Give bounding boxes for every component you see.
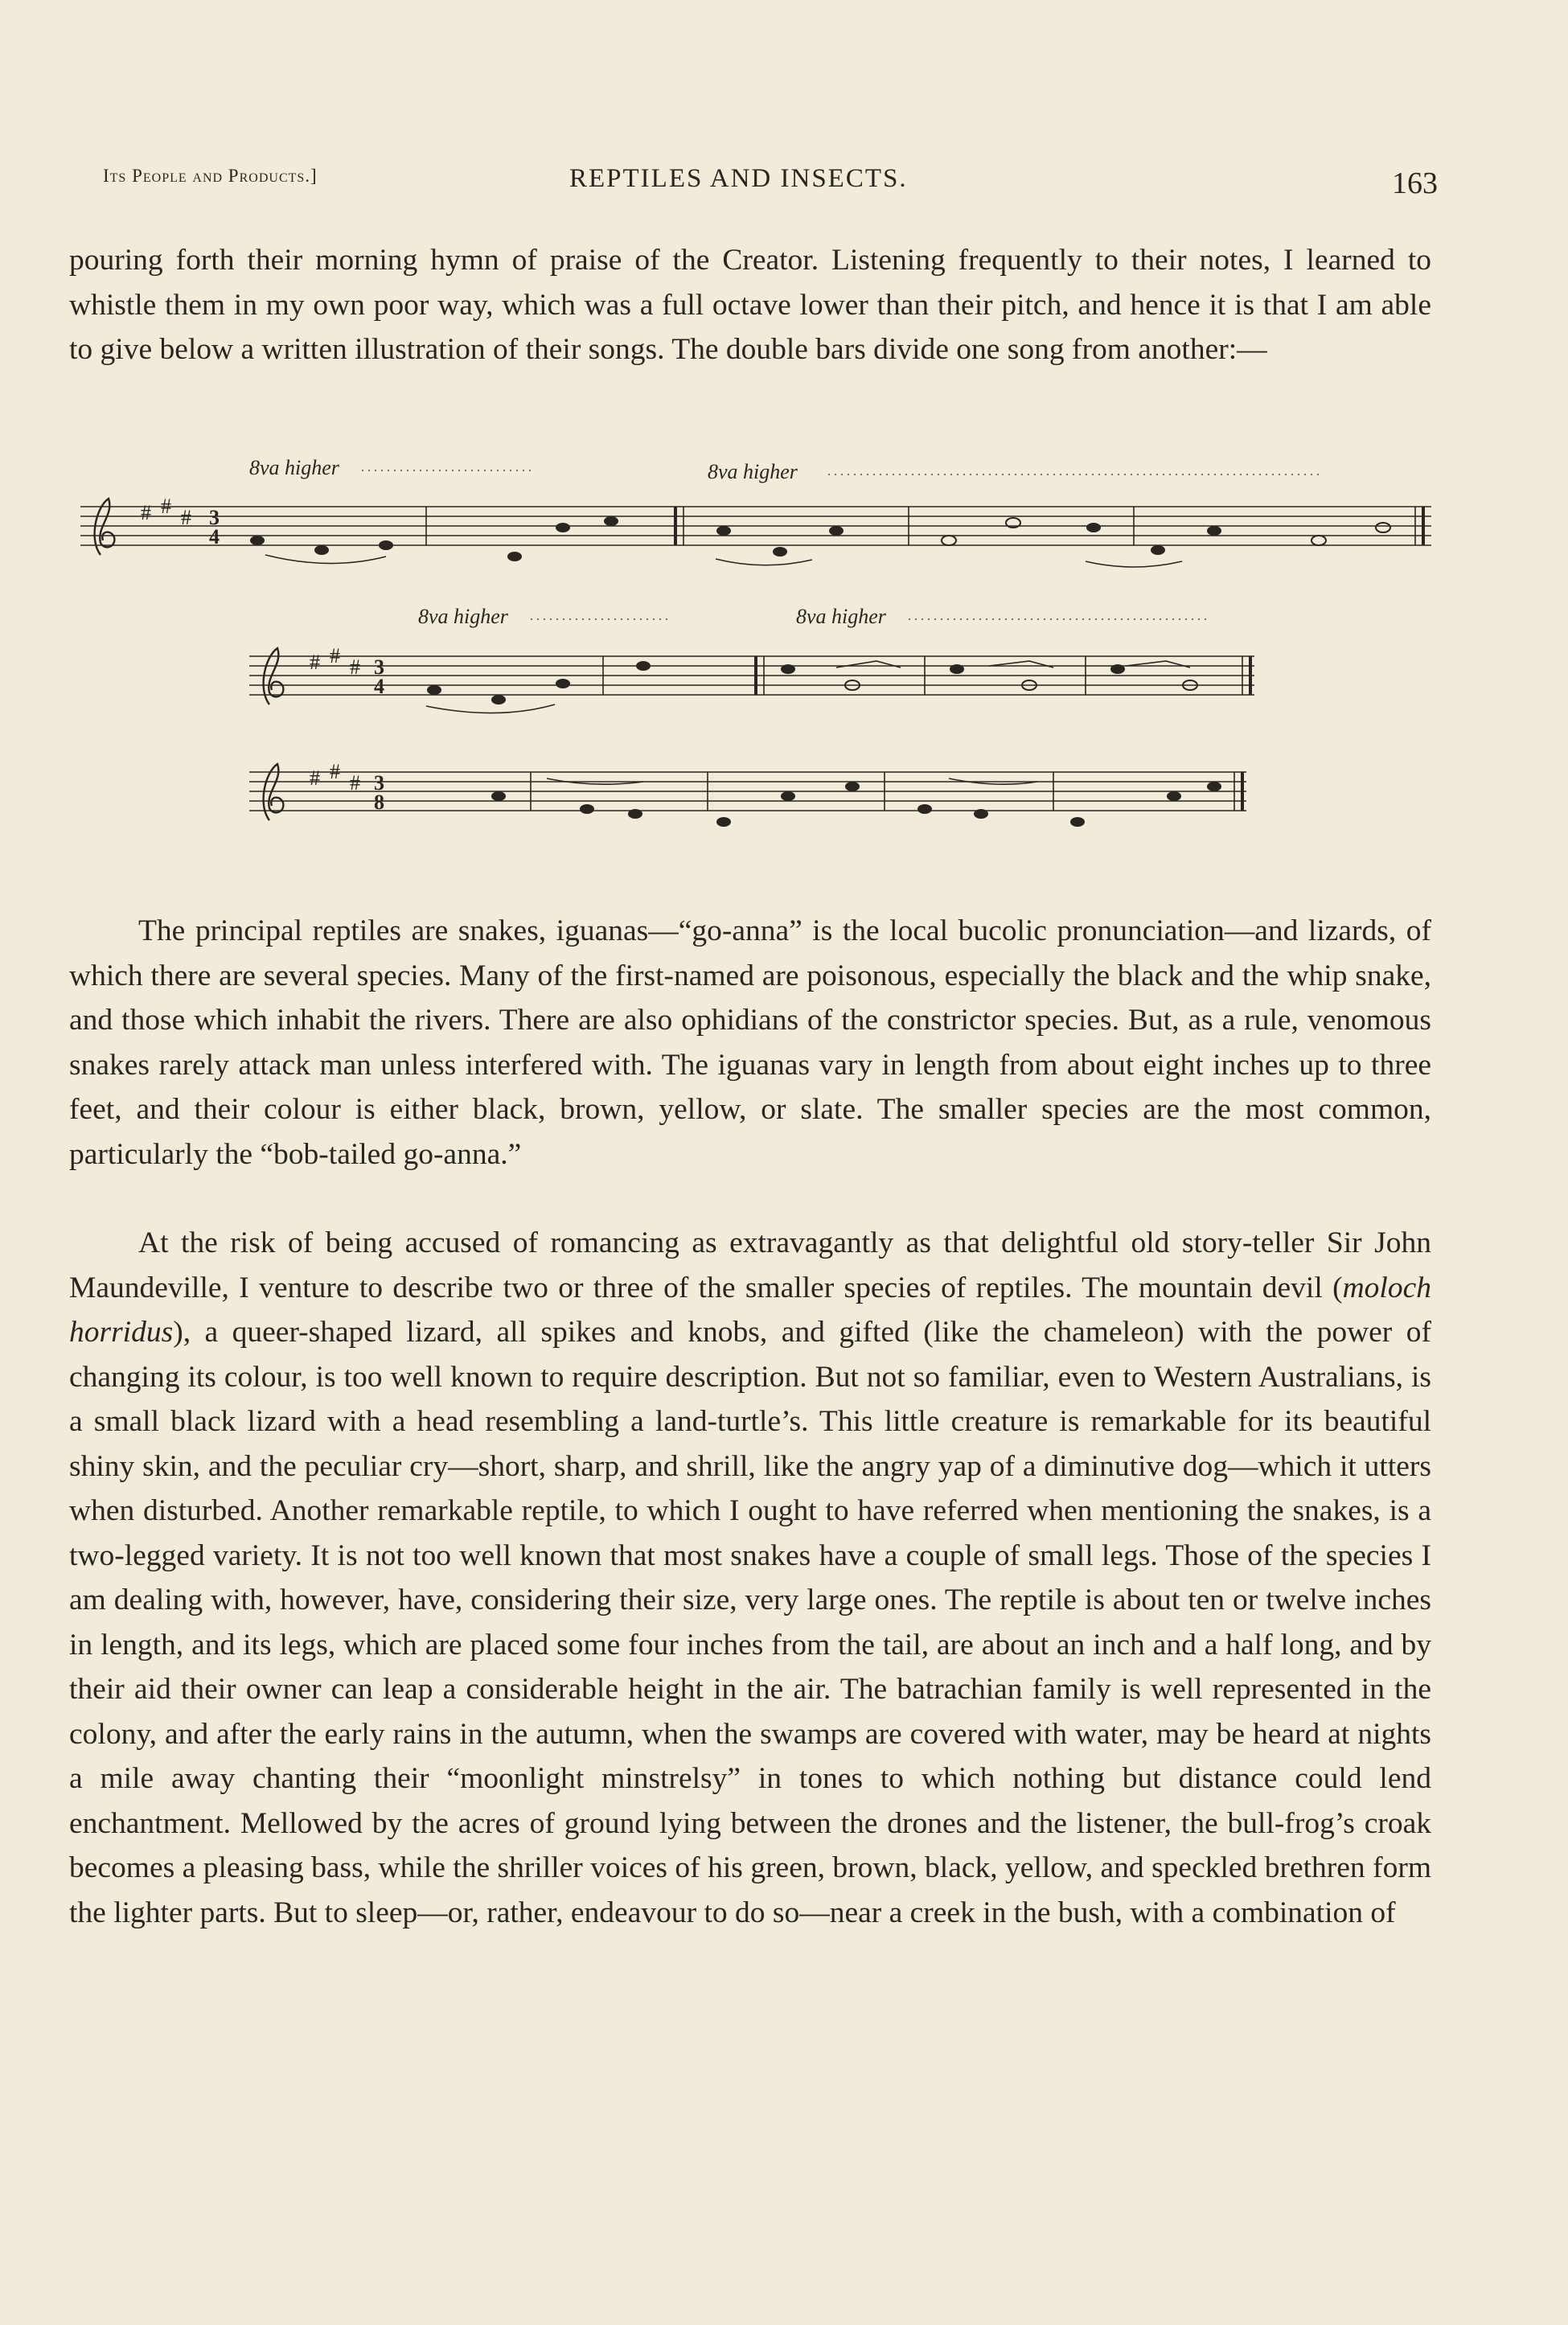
svg-text:#: # bbox=[310, 766, 320, 790]
svg-text:#: # bbox=[330, 760, 340, 783]
paragraph-lizards-part-1: At the risk of being accused of romancing as extravagantly as that delightful old story-teller Sir John Maundeville, I venture to describe two or three of the smaller species of reptiles. The mountain devil ( bbox=[69, 1226, 1431, 1304]
page-number: 163 bbox=[1392, 166, 1438, 200]
time-sig-1-bottom: 4 bbox=[209, 525, 220, 548]
svg-text:#: # bbox=[181, 506, 191, 529]
svg-text:#: # bbox=[141, 501, 151, 524]
svg-text:#: # bbox=[350, 771, 360, 795]
time-sig-2-top: 3 bbox=[374, 655, 384, 679]
svg-text:#: # bbox=[161, 495, 171, 518]
running-head-left: Its People and Products.] bbox=[103, 166, 318, 186]
octave-mark-4: 8va higher bbox=[796, 605, 886, 628]
time-sig-1-top: 3 bbox=[209, 506, 220, 529]
time-sig-3-top: 3 bbox=[374, 771, 384, 795]
staff-3 bbox=[249, 772, 1246, 811]
paragraph-reptiles: The principal reptiles are snakes, iguanas—“go-anna” is the local bucolic pronunciation—and lizards, of which there are several species. Many of the first-named are poisonous, especially the black and the whip snake, and those which inhabit the rivers. There are also ophidians of the constrictor species. But, as a rule, venomous snakes rarely attack man unless interfered with. The iguanas vary in length from about eight inches up to three feet, and their colour is either black, brown, yellow, or slate. The smaller species are the most common, particularly the “bob-tailed go-anna.” bbox=[69, 914, 1431, 1171]
music-staves bbox=[64, 450, 1439, 885]
svg-text:#: # bbox=[350, 655, 360, 679]
staff-2 bbox=[249, 656, 1254, 695]
bird-song-notation bbox=[64, 450, 1439, 885]
staff-1 bbox=[80, 507, 1431, 545]
svg-text:#: # bbox=[330, 644, 340, 668]
species-name-italic: moloch horridus bbox=[69, 1271, 1431, 1349]
time-sig-2-bottom: 4 bbox=[374, 675, 384, 698]
octave-mark-3: 8va higher bbox=[418, 605, 508, 628]
paragraph-lizards bbox=[69, 1221, 1431, 1935]
time-sig-3-bottom: 8 bbox=[374, 791, 384, 814]
svg-text:#: # bbox=[310, 651, 320, 674]
running-head-title: REPTILES AND INSECTS. bbox=[569, 164, 908, 193]
octave-mark-2: 8va higher bbox=[708, 460, 798, 483]
paragraph-lizards-part-2: ), a queer-shaped lizard, all spikes and knobs, and gifted (like the chameleon) with the power of changing its colour, is too well known to require description. But not so familiar, even to Western Australians, is a small black lizard with a head resembling a land-turtle’s. This little creature is remarkable for its beautiful shiny skin, and the peculiar cry—short, sharp, and shrill, like the angry yap of a diminutive dog—which it utters when disturbed. Another remarkable reptile, to which I ought to have referred when mentioning the snakes, is a two-legged variety. It is not too well known that most snakes have a couple of small legs. Those of the species I am dealing with, however, have, considering their size, very large ones. The reptile is about ten or twelve inches in length, and its legs, which are placed some four inches from the tail, are about an inch and a half long, and by their aid their owner can leap a considerable height in the air. The batrachian family is well represented in the colony, and after the early rains in the autumn, when the swamps are covered with water, may be heard at nights a mile away chanting their “moonlight minstrelsy” in tones to which nothing but distance could lend enchantment. Mellowed by the acres of ground lying between the drones and the listener, the bull-frog’s croak becomes a pleasing bass, while the shriller voices of his green, brown, black, yellow, and speckled brethren form the lighter parts. But to sleep—or, rather, endeavour to do so—near a creek in the bush, with a combination of bbox=[69, 1316, 1431, 1929]
octave-mark-1: 8va higher bbox=[249, 456, 339, 479]
running-head bbox=[103, 161, 1438, 209]
paragraph-intro: pouring forth their morning hymn of praise of the Creator. Listening frequently to their notes, I learned to whistle them in my own poor way, which was a full octave lower than their pitch, and hence it is that I am able to give below a written illustration of their songs. The double bars divide one song from another:— bbox=[69, 244, 1431, 366]
